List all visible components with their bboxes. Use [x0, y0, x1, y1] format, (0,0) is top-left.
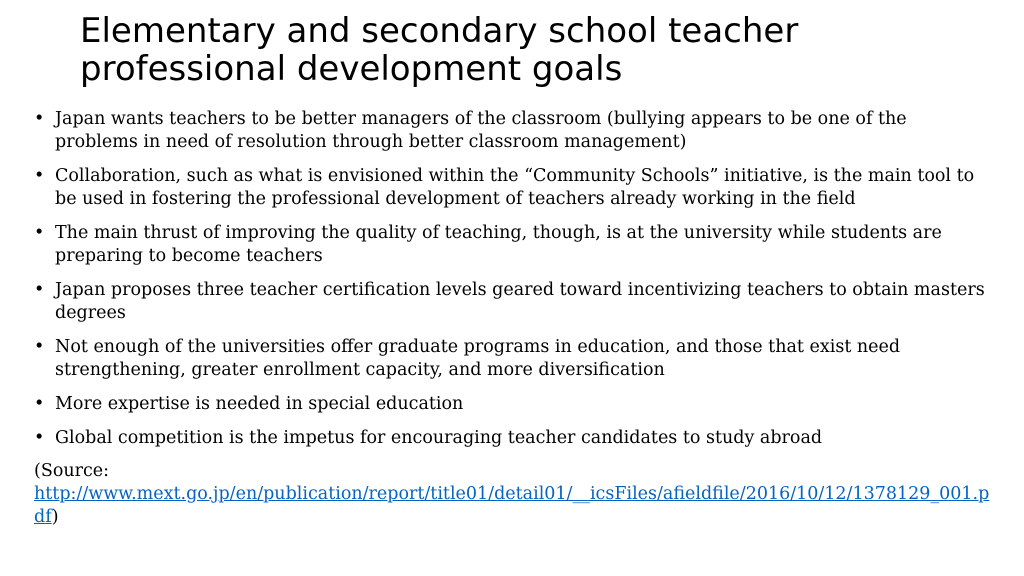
bullet-item: [34, 427, 992, 450]
source-citation: [34, 460, 994, 529]
bullet-dot-icon: •: [34, 394, 45, 414]
bullet-text: More expertise is needed in special education: [55, 394, 464, 414]
bullet-item: [34, 165, 992, 211]
slide-title-line-1: Elementary and secondary school teacher: [80, 11, 799, 51]
bullet-item: [34, 279, 992, 325]
bullet-text: The main thrust of improving the quality of teaching, though, is at the university while students are preparing to become teachers: [55, 223, 942, 266]
source-link[interactable]: http://www.mext.go.jp/en/publication/report/title01/detail01/__icsFiles/afieldfile/2016/10/12/1378129_001.pdf: [34, 484, 990, 527]
bullet-item: [34, 222, 992, 268]
bullet-dot-icon: •: [34, 428, 45, 448]
source-suffix: ): [51, 507, 59, 527]
bullet-dot-icon: •: [34, 337, 45, 357]
bullet-dot-icon: •: [34, 223, 45, 243]
bullet-text: Japan wants teachers to be better managers of the classroom (bullying appears to be one of the problems in need of resolution through better classroom management): [55, 109, 907, 152]
bullet-text: Japan proposes three teacher certification levels geared toward incentivizing teachers to obtain masters degrees: [55, 280, 985, 323]
bullet-list: [34, 108, 992, 461]
bullet-item: [34, 393, 992, 416]
bullet-item: [34, 108, 992, 154]
bullet-dot-icon: •: [34, 166, 45, 186]
bullet-text: Global competition is the impetus for encouraging teacher candidates to study abroad: [55, 428, 823, 448]
bullet-text: Not enough of the universities offer graduate programs in education, and those that exist need strengthening, greater enrollment capacity, and more diversification: [55, 337, 901, 380]
bullet-dot-icon: •: [34, 280, 45, 300]
source-prefix: (Source:: [34, 461, 110, 481]
slide-title: [80, 12, 980, 88]
bullet-item: [34, 336, 992, 382]
bullet-text: Collaboration, such as what is envisioned within the “Community Schools” initiative, is the main tool to be used in fostering the professional development of teachers already working in the field: [55, 166, 975, 209]
slide-title-line-2: professional development goals: [80, 49, 623, 89]
bullet-dot-icon: •: [34, 109, 45, 129]
